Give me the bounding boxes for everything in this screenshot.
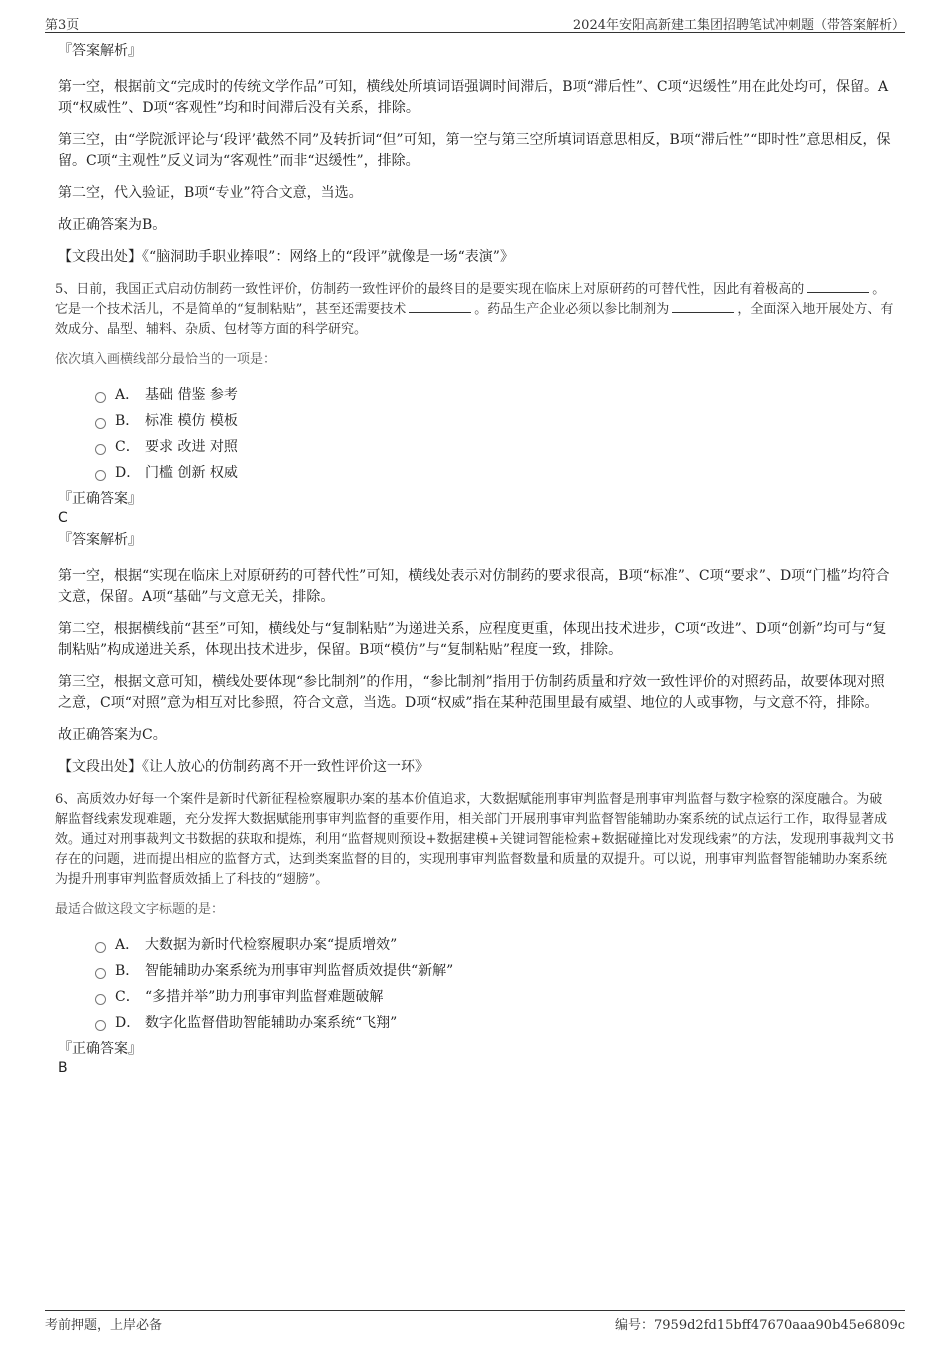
question-stem: 5、日前，我国正式启动仿制药一致性评价，仿制药一致性评价的最终目的是要实现在临床上对原研药的可替代性，因此有着极高的 。它是一个技术活儿，不是简单的“复制粘贴”，甚至还需要技术 。药品生产企业必须以参比制剂为 ，全面深入地开展处方、有效成分、晶型、辅料、杂质、包材等方面的科学研究。 — [55, 282, 894, 337]
footer-slogan: 考前押题，上岸必备 — [45, 1318, 163, 1333]
radio-icon[interactable] — [95, 1020, 106, 1031]
analysis-paragraph: 第一空，根据“实现在临床上对原研药的可替代性”可知，横线处表示对仿制药的要求很高，B项“标准”、C项“要求”、D项“门槛”均符合文意，保留。A项“基础”与文意无关，排除。 — [58, 568, 890, 605]
correct-answer-heading: 『正确答案』 — [58, 1041, 142, 1057]
document-id: 编号：7959d2fd15bff47670aaa90b45e6809c — [615, 1318, 905, 1333]
option-a[interactable]: A． 基础 借鉴 参考 — [95, 382, 895, 408]
fill-blank — [409, 300, 471, 313]
radio-icon[interactable] — [95, 444, 106, 455]
correct-answer: B — [58, 1060, 68, 1076]
question-prompt: 依次填入画横线部分最恰当的一项是： — [55, 352, 277, 367]
radio-icon[interactable] — [95, 418, 106, 429]
option-c[interactable]: C． 要求 改进 对照 — [95, 434, 895, 460]
page-footer — [45, 1310, 905, 1331]
fill-blank — [672, 300, 734, 313]
option-d[interactable]: D． 门槛 创新 权威 — [95, 460, 895, 486]
analysis-conclusion: 故正确答案为B。 — [58, 217, 167, 233]
page-content — [55, 42, 895, 1081]
option-b[interactable]: B． 标准 模仿 模板 — [95, 408, 895, 434]
question-stem: 6、高质效办好每一个案件是新时代新征程检察履职办案的基本价值追求，大数据赋能刑事审判监督是刑事审判监督与数字检察的深度融合。为破解监督线索发现难题，充分发挥大数据赋能刑事审判监督的重要作用，相关部门开展刑事审判监督智能辅助办案系统的试点运行工作，取得显著成效。通过对刑事裁判文书数据的获取和提炼，利用“监督规则预设+数据建模+关键词智能检索+数据碰撞比对发现线索”的方法，发现刑事裁判文书存在的问题，进而提出相应的监督方式，达到类案监督的目的，实现刑事审判监督数量和质量的双提升。可以说，刑事审判监督智能辅助办案系统为提升刑事审判监督质效插上了科技的“翅膀”。 — [55, 792, 894, 887]
radio-icon[interactable] — [95, 968, 106, 979]
page-header — [45, 12, 905, 33]
analysis-paragraph: 第三空，由“学院派评论与‘段评’截然不同”及转折词“但”可知，第一空与第三空所填词语意思相反，B项“滞后性”“即时性”意思相反，保留。C项“主观性”反义词为“客观性”而非“迟缓性”，排除。 — [58, 132, 891, 169]
radio-icon[interactable] — [95, 942, 106, 953]
analysis-paragraph: 第二空，根据横线前“甚至”可知，横线处与“复制粘贴”为递进关系，应程度更重，体现出技术进步，C项“改进”、D项“创新”均可与“复制粘贴”构成递进关系，体现出技术进步，保留。B项“模仿”与“复制粘贴”程度一致，排除。 — [58, 621, 887, 658]
radio-icon[interactable] — [95, 392, 106, 403]
radio-icon[interactable] — [95, 470, 106, 481]
document-title: 2024年安阳高新建工集团招聘笔试冲刺题（带答案解析） — [572, 18, 905, 33]
correct-answer-heading: 『正确答案』 — [58, 491, 142, 507]
analysis-paragraph: 第一空，根据前文“完成时的传统文学作品”可知，横线处所填词语强调时间滞后，B项“滞后性”、C项“迟缓性”用在此处均可，保留。A项“权威性”、D项“客观性”均和时间滞后没有关系，排除。 — [58, 79, 889, 116]
option-list — [95, 382, 895, 486]
analysis-heading: 『答案解析』 — [58, 532, 142, 548]
option-a[interactable]: A． 大数据为新时代检察履职办案“提质增效” — [95, 932, 895, 958]
question-prompt: 最适合做这段文字标题的是： — [55, 902, 225, 917]
analysis-conclusion: 故正确答案为C。 — [58, 727, 167, 743]
page-number: 第3页 — [45, 18, 80, 33]
source-citation: 【文段出处】《“脑洞助手职业捧哏”：网络上的“段评”就像是一场“表演”》 — [58, 249, 514, 265]
analysis-paragraph: 第三空，根据文意可知，横线处要体现“参比制剂”的作用，“参比制剂”指用于仿制药质量和疗效一致性评价的对照药品，故要体现对照之意，C项“对照”意为相互对比参照，符合文意，当选。D项“权威”指在某种范围里最有威望、地位的人或事物，与文意不符，排除。 — [58, 674, 885, 711]
fill-blank — [807, 280, 869, 293]
source-citation: 【文段出处】《让人放心的仿制药离不开一致性评价这一环》 — [58, 759, 429, 775]
correct-answer: C — [58, 510, 68, 526]
radio-icon[interactable] — [95, 994, 106, 1005]
option-b[interactable]: B． 智能辅助办案系统为刑事审判监督质效提供“新解” — [95, 958, 895, 984]
option-c[interactable]: C． “多措并举”助力刑事审判监督难题破解 — [95, 984, 895, 1010]
analysis-heading: 『答案解析』 — [58, 43, 142, 59]
option-list — [95, 932, 895, 1036]
option-d[interactable]: D． 数字化监督借助智能辅助办案系统“飞翔” — [95, 1010, 895, 1036]
analysis-paragraph: 第二空，代入验证，B项“专业”符合文意，当选。 — [58, 185, 363, 201]
